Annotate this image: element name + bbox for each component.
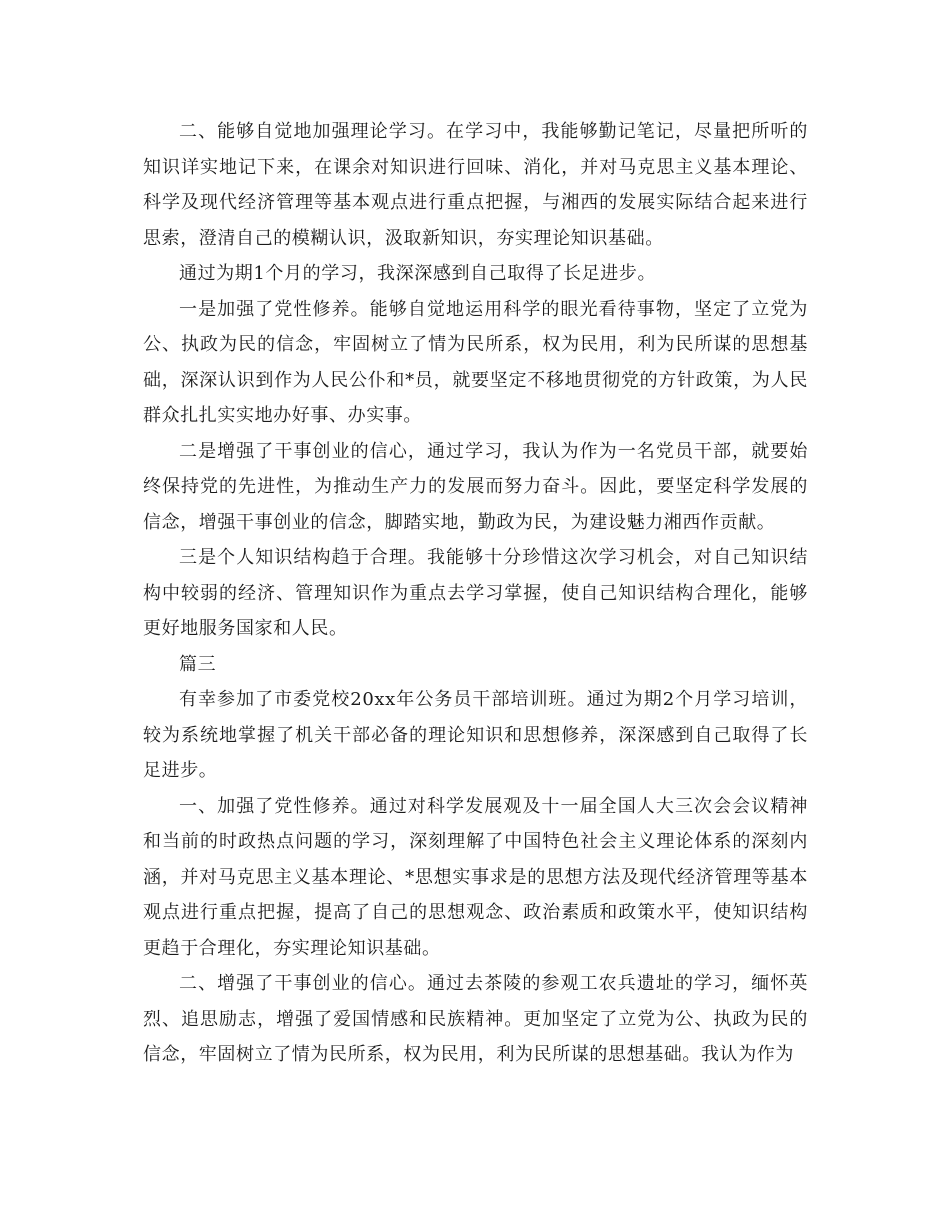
paragraph-party-spirit: 一是加强了党性修养。能够自觉地运用科学的眼光看待事物，坚定了立党为公、执政为民的信念，牢固树立了情为民所系，权为民用，利为民所谋的思想基础，深深认识到作为人民公仆和*员，就要坚定不移地贯彻党的方针政策，为人民群众扎扎实实地办好事、办实事。 [143,298,808,426]
paragraph-party-spirit-2: 一、加强了党性修养。通过对科学发展观及十一届全国人大三次会会议精神和当前的时政热点问题的学习，深刻理解了中国特色社会主义理论体系的深刻内涵，并对马克思主义基本理论、*思想实事求是的思想方法及现代经济管理等基本观点进行重点把握，提高了自己的思想观念、政治素质和政策水平，使知识结构更趋于合理化，夯实理论知识基础。 [143,795,808,959]
paragraph-progress-summary: 通过为期1个月的学习，我深深感到自己取得了长足进步。 [179,263,657,284]
document-page [143,114,808,1073]
section-heading: 篇三 [179,653,217,675]
paragraph-knowledge-structure: 三是个人知识结构趋于合理。我能够十分珍惜这次学习机会，对自己知识结构中较弱的经济、管理知识作为重点去学习掌握，使自己知识结构合理化，能够更好地服务国家和人民。 [143,547,808,639]
paragraph-training-intro: 有幸参加了市委党校20xx年公务员干部培训班。通过为期2个月学习培训，较为系统地掌握了机关干部必备的理论知识和思想修养，深深感到自己取得了长足进步。 [143,689,808,781]
paragraph-theory-study: 二、能够自觉地加强理论学习。在学习中，我能够勤记笔记，尽量把所听的知识详实地记下来，在课余对知识进行回味、消化，并对马克思主义基本理论、科学及现代经济管理等基本观点进行重点把握，与湘西的发展实际结合起来进行思索，澄清自己的模糊认识，汲取新知识，夯实理论知识基础。 [143,121,808,249]
paragraph-confidence: 二是增强了干事创业的信心，通过学习，我认为作为一名党员干部，就要始终保持党的先进性，为推动生产力的发展而努力奋斗。因此，要坚定科学发展的信念，增强干事创业的信念，脚踏实地，勤政为民，为建设魅力湘西作贡献。 [143,440,808,533]
paragraph-confidence-2: 二、增强了干事创业的信心。通过去茶陵的参观工农兵遗址的学习，缅怀英烈、追思励志，增强了爱国情感和民族精神。更加坚定了立党为公、执政为民的信念，牢固树立了情为民所系，权为民用，利为民所谋的思想基础。我认为作为 [143,973,808,1065]
